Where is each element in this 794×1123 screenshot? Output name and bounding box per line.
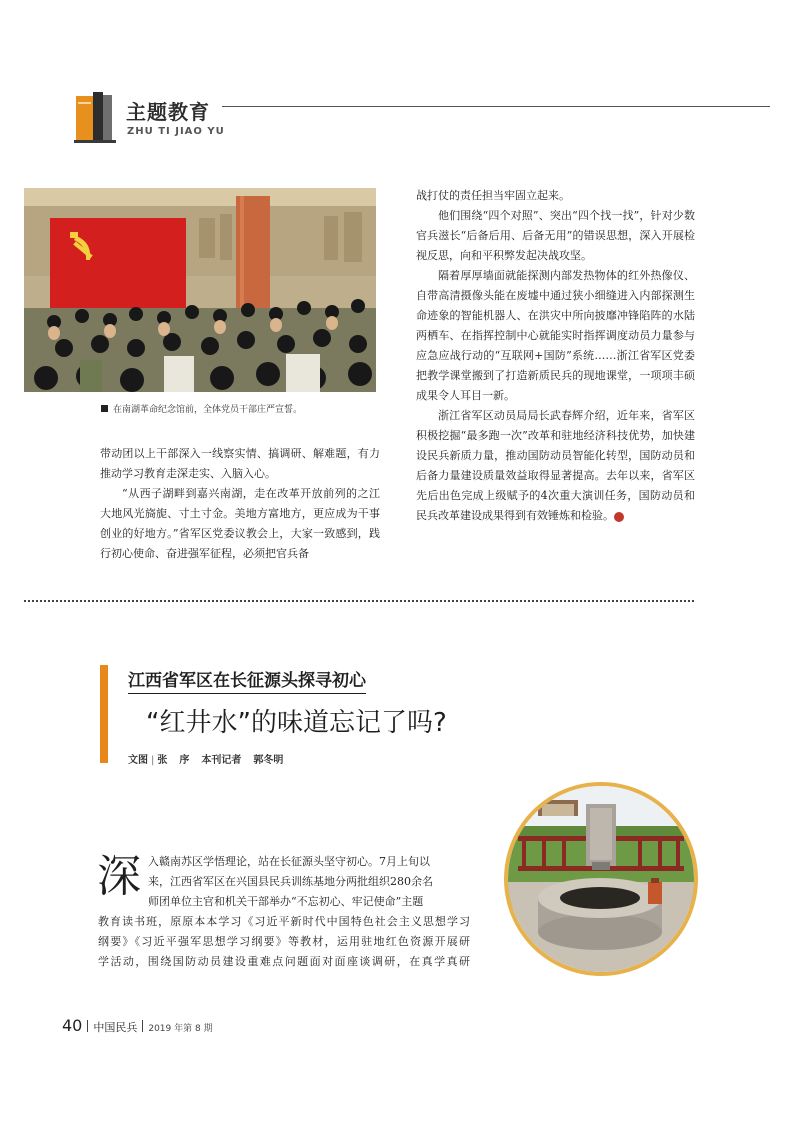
paragraph: 他们围绕“四个对照”、突出“四个找一找”，针对少数官兵滋长“后备后用、后备无用”的错误思想，深入开展检视反思，向和平积弊发起决战攻坚。 bbox=[416, 209, 695, 262]
paragraph: “从西子湖畔到嘉兴南湖，走在改革开放前列的之江大地风光旖旎、寸土寸金。美地方富地方，更应成为干事创业的好地方。”省军区党委议教会上，大家一致感到，践行初心使命、奋进强军征程，必须把官兵备 bbox=[100, 487, 380, 560]
body-line: 纲要》《习近平强军思想学习纲要》等教材，运用驻地红色资源开展研 bbox=[98, 935, 470, 948]
paragraph: 隔着厚厚墙面就能探测内部发热物体的红外热像仪、自带高清摄像头能在废墟中通过狭小细缝进入内部探测生命迹象的智能机器人、在洪灾中所向披靡冲锋陷阵的水陆两栖车、在指挥控制中心就能实时指挥调度动员力量参与应急应战行动的“互联网+国防”系统……浙江省军区党委把教学课堂搬到了打造新质民兵的现地课堂，一项项丰硕成果令人耳目一新。 bbox=[416, 269, 695, 402]
magazine-name: 中国民兵 bbox=[93, 1021, 138, 1034]
books-icon bbox=[74, 92, 116, 144]
body-line: 师团单位主官和机关干部举办“不忘初心、牢记使命”主题 bbox=[148, 895, 424, 908]
oath-ceremony-photo bbox=[24, 188, 376, 392]
article-headline: “红井水”的味道忘记了吗? bbox=[146, 708, 447, 738]
accent-bar bbox=[100, 665, 108, 763]
body-line: 教育读书班，原原本本学习《习近平新时代中国特色社会主义思想学习 bbox=[98, 915, 470, 928]
paragraph: 带动团以上干部深入一线察实情、搞调研、解难题，有力推动学习教育走深走实、入脑入心。 bbox=[100, 447, 380, 480]
body-line: 来，江西省军区在兴国县民兵训练基地分两批组织280余名 bbox=[148, 875, 433, 888]
paragraph: 战打仗的责任担当牢固立起来。 bbox=[416, 189, 570, 202]
header-rule bbox=[222, 106, 770, 107]
page-footer bbox=[62, 1016, 213, 1035]
issue-label: 2019 年第 8 期 bbox=[148, 1024, 213, 1034]
caption-square-icon bbox=[101, 405, 108, 412]
byline-name: 张 bbox=[157, 755, 168, 766]
photo-caption bbox=[101, 402, 302, 415]
footer-separator bbox=[142, 1020, 143, 1032]
dotted-divider bbox=[24, 600, 694, 602]
byline-name: 郭冬明 bbox=[253, 755, 284, 766]
section-pinyin: ZHU TI JIAO YU bbox=[127, 126, 225, 137]
section-title: 主题教育 bbox=[126, 100, 210, 124]
byline-name: 序 bbox=[179, 755, 190, 766]
byline-name: 本刊记者 bbox=[201, 755, 242, 766]
photo-caption-text: 在南湖革命纪念馆前，全体党员干部庄严宣誓。 bbox=[113, 405, 303, 415]
byline-separator: | bbox=[151, 755, 155, 766]
article1-right-column bbox=[416, 186, 695, 526]
paragraph-last bbox=[416, 406, 695, 526]
article-kicker: 江西省军区在长征源头探寻初心 bbox=[128, 666, 366, 694]
article1-left-column bbox=[100, 444, 380, 564]
byline-label: 文图 bbox=[128, 755, 148, 766]
red-well-photo bbox=[508, 786, 694, 972]
body-line: 学活动，围绕国防动员建设重难点问题面对面座谈调研，在真学真研 bbox=[98, 955, 470, 968]
body-line: 入赣南苏区学悟理论，站在长征源头坚守初心。7月上旬以 bbox=[148, 855, 430, 868]
footer-separator bbox=[87, 1020, 88, 1032]
end-mark-icon: 中 bbox=[614, 512, 624, 522]
page-number: 40 bbox=[62, 1016, 83, 1035]
drop-cap: 深 bbox=[97, 851, 141, 902]
byline bbox=[128, 751, 283, 766]
paragraph-text: 浙江省军区动员局局长武春辉介绍，近年来，省军区积极挖掘“最多跑一次”改革和驻地经济科技优势，加快建设民兵新质力量，推动国防动员智能化转型，国防动员和后备力量建设质量效益取得显著提高。去年以来，省军区先后出色完成上级赋予的4次重大演训任务，国防动员和民兵改革建设成果得到有效锤炼和检验。 bbox=[416, 409, 695, 522]
